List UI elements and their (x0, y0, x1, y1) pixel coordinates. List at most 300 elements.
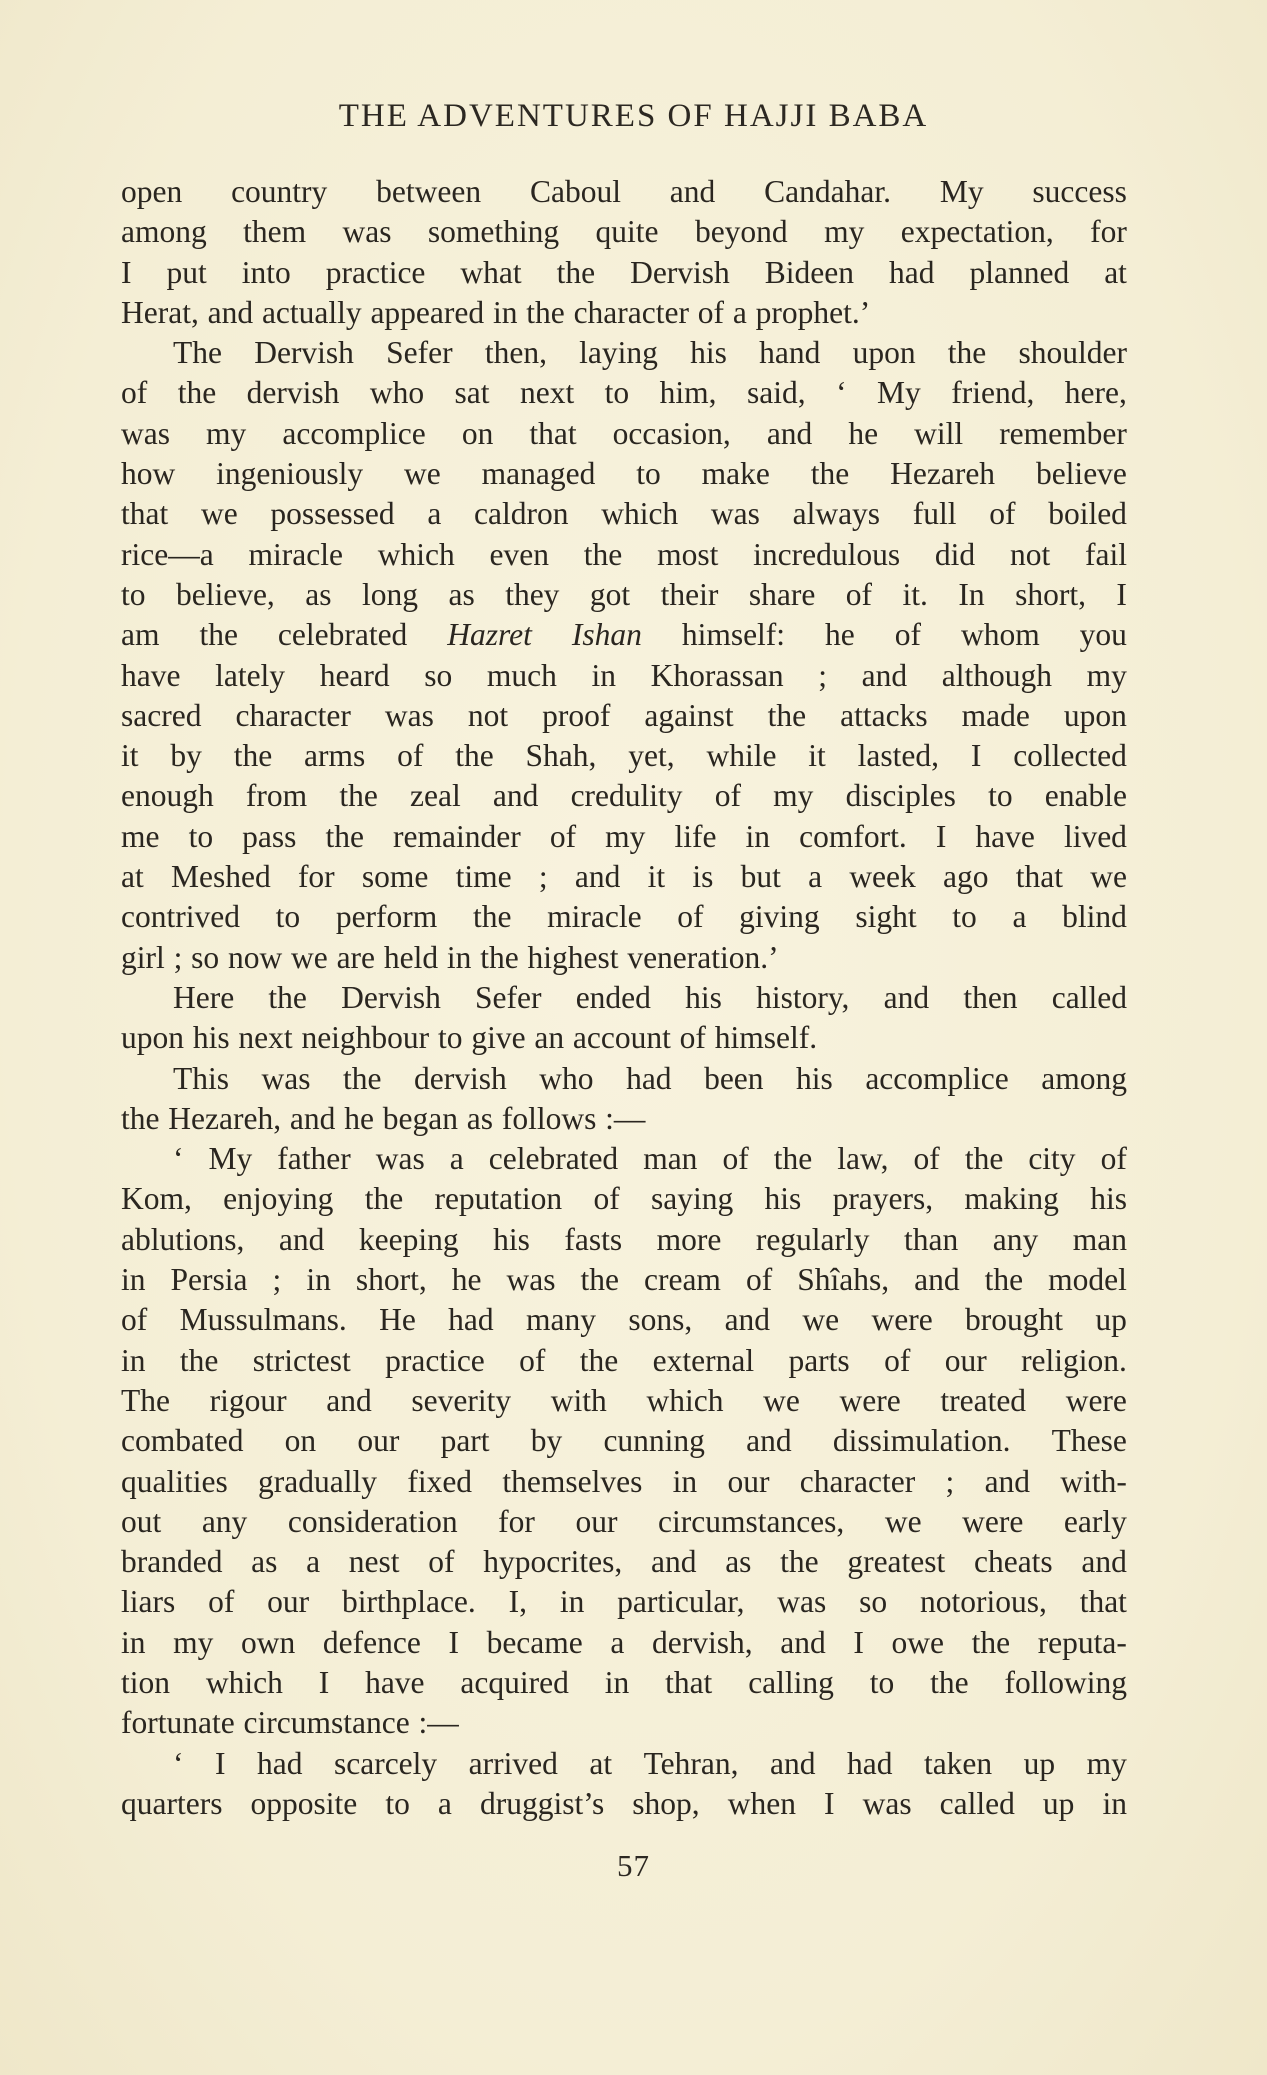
word: that (1015, 859, 1063, 895)
word: the (984, 1262, 1024, 1298)
word: his (796, 1060, 833, 1096)
word: circumstance (243, 1705, 410, 1741)
word: in (306, 1262, 331, 1298)
word: sat (454, 375, 490, 411)
word: I (853, 1624, 864, 1660)
word: remainder (393, 818, 521, 854)
word: his (493, 1221, 530, 1257)
word: which (646, 1382, 724, 1418)
word: that (1079, 1584, 1127, 1620)
word: in (672, 1463, 698, 1499)
word: by (170, 738, 202, 774)
word: and (669, 174, 716, 209)
word: cream (644, 1262, 721, 1298)
word: early (1063, 1503, 1127, 1539)
text-line (121, 1341, 1127, 1381)
word: and (984, 1463, 1031, 1499)
word: time (455, 859, 512, 895)
word: to (121, 576, 146, 612)
word: My (939, 174, 984, 209)
word: what (460, 254, 522, 290)
word: between (376, 174, 482, 209)
word: in (745, 818, 771, 854)
word: lived (1063, 818, 1127, 854)
word: my (1086, 1745, 1127, 1781)
word: fail (1085, 536, 1127, 572)
word: dissimulation. (832, 1423, 1011, 1459)
word: Hezareh (890, 456, 996, 492)
word: have (975, 818, 1035, 854)
word: celebrated (488, 1141, 619, 1177)
word: the (947, 335, 987, 371)
word: whom (960, 617, 1040, 653)
word: of (722, 1141, 749, 1177)
text-line (121, 1381, 1127, 1421)
word: actually (261, 294, 362, 330)
word: on (461, 415, 494, 451)
word: The (173, 335, 222, 371)
word: in (446, 939, 472, 975)
word: perform (335, 899, 438, 935)
word: Bideen (764, 254, 855, 290)
word: had (257, 1745, 303, 1781)
word: he (848, 415, 879, 451)
word: got (589, 576, 631, 612)
text-line (121, 1260, 1127, 1300)
word: sight (855, 899, 917, 935)
word: my (773, 778, 814, 814)
word: the (177, 375, 217, 411)
word: nest (348, 1544, 400, 1580)
word: was (384, 697, 434, 733)
word: ago (943, 859, 989, 895)
word: friend, (951, 375, 1035, 411)
word: my (1086, 657, 1127, 693)
word: expectation, (900, 214, 1054, 250)
word: said, (746, 375, 806, 411)
word: next (238, 1020, 293, 1056)
word: rice—a (121, 536, 214, 572)
text-line (121, 1623, 1127, 1663)
word: was (506, 1262, 556, 1298)
word: among (1041, 1060, 1127, 1096)
word: something (427, 214, 560, 250)
word: Caboul (529, 174, 621, 209)
word: his (1090, 1181, 1127, 1217)
word: of (208, 1584, 235, 1620)
word: himself. (714, 1020, 818, 1056)
word: it (647, 859, 666, 895)
word: of (697, 294, 725, 330)
word: and (780, 1624, 826, 1660)
word: had (889, 254, 935, 290)
word: we (291, 939, 328, 975)
word: Dervish (254, 335, 354, 371)
word: in (492, 294, 518, 330)
word: have (365, 1664, 425, 1700)
word: and (278, 1221, 325, 1257)
text-line (121, 615, 1127, 655)
word: it (808, 738, 826, 774)
word: laying (579, 335, 658, 371)
word: reputation (434, 1181, 563, 1217)
italic-word: Hazret (447, 617, 532, 653)
word: called (939, 1785, 1015, 1821)
word: they (505, 576, 560, 612)
word: the (179, 1342, 219, 1378)
word: practice (325, 254, 426, 290)
word: prayers, (832, 1181, 934, 1217)
word: the (767, 697, 807, 733)
word: to (952, 899, 977, 935)
word: was (261, 1060, 311, 1096)
word: city (1028, 1141, 1076, 1177)
word: I, (508, 1584, 527, 1620)
word: to (385, 1785, 410, 1821)
word: liars (121, 1584, 176, 1620)
word: proof (542, 697, 611, 733)
word: and (914, 1262, 960, 1298)
text-line (121, 1582, 1127, 1622)
italic-word: Ishan (571, 617, 642, 653)
word: his (690, 335, 727, 371)
word: Here (173, 979, 235, 1015)
text-line (121, 1300, 1127, 1340)
word: were (871, 1302, 933, 1338)
word: long (362, 576, 419, 612)
word: for (297, 859, 335, 895)
word: their (660, 576, 719, 612)
word: of (894, 617, 921, 653)
word: even (489, 536, 549, 572)
word: ‘ (173, 1745, 184, 1781)
word: our (944, 1342, 987, 1378)
word: we (404, 456, 441, 492)
word: the (121, 1100, 160, 1136)
word: ingeniously (216, 456, 364, 492)
word: enjoying (223, 1181, 334, 1217)
word: a (1012, 899, 1027, 935)
word: the (364, 1181, 404, 1217)
word: made (961, 697, 1030, 733)
word: been (704, 1060, 764, 1096)
word: brought (965, 1302, 1064, 1338)
word: my (173, 1624, 214, 1660)
word: and (326, 1382, 372, 1418)
word: who (369, 375, 425, 411)
text-line (121, 938, 1127, 978)
word: his (685, 979, 722, 1015)
word: zeal (410, 778, 461, 814)
word: cheats (973, 1544, 1053, 1580)
word: following (1004, 1664, 1127, 1700)
word: in (121, 1262, 146, 1298)
word: notorious, (919, 1584, 1047, 1620)
word: so (424, 657, 453, 693)
word: he (344, 1100, 374, 1136)
word: which (205, 1664, 283, 1700)
word: his (192, 1020, 230, 1056)
text-line (121, 575, 1127, 615)
word: lately (215, 657, 286, 693)
word: character (235, 697, 351, 733)
word: was (121, 415, 170, 451)
word: pass (242, 818, 297, 854)
word: it (121, 738, 139, 774)
text-line (121, 253, 1127, 293)
word: I (121, 254, 132, 290)
word: Shîahs, (797, 1262, 890, 1298)
body-text (121, 172, 1127, 1824)
word: believe, (175, 576, 275, 612)
word: The (121, 1382, 170, 1418)
word: :— (418, 1705, 459, 1741)
word: accomplice (282, 415, 426, 451)
word: upon (852, 335, 916, 371)
word: have (121, 657, 181, 693)
text-line (121, 293, 1127, 333)
word: man (1072, 1221, 1127, 1257)
word: reputa- (1037, 1624, 1127, 1660)
word: planned (969, 254, 1070, 290)
word: Dervish (341, 979, 441, 1015)
word: against (644, 697, 734, 733)
word: when (727, 1785, 796, 1821)
word: our (267, 1584, 310, 1620)
word: highest (527, 939, 619, 975)
text-line (121, 172, 1127, 212)
word: in (559, 1584, 585, 1620)
running-head: THE ADVENTURES OF HAJJI BABA (338, 98, 929, 134)
word: scarcely (333, 1745, 438, 1781)
word: and (651, 1544, 697, 1580)
word: ; (272, 1262, 282, 1298)
word: Mussulmans. (179, 1302, 347, 1338)
word: occasion, (612, 415, 731, 451)
word: appeared (370, 294, 485, 330)
word: a (449, 1141, 464, 1177)
word: rigour (209, 1382, 287, 1418)
word: as (466, 1100, 494, 1136)
word: fasts (564, 1221, 623, 1257)
word: of (913, 1141, 940, 1177)
word: did (934, 536, 976, 572)
word: and (207, 294, 254, 330)
word: history, (756, 979, 850, 1015)
word: in (121, 1624, 146, 1660)
word: to (869, 1664, 895, 1700)
word: managed (481, 456, 596, 492)
word: girl (121, 939, 165, 975)
word: sons, (628, 1302, 693, 1338)
word: of (519, 1342, 546, 1378)
word: My (877, 375, 921, 411)
word: strictest (252, 1342, 351, 1378)
word: the (556, 254, 596, 290)
text-line (121, 817, 1127, 857)
word: blind (1062, 899, 1127, 935)
word: share (748, 576, 816, 612)
word: severity (411, 1382, 512, 1418)
text-line (121, 373, 1127, 413)
word: in (604, 1664, 630, 1700)
page-number: 57 (617, 1848, 650, 1883)
word: will (914, 415, 964, 451)
word: particular, (617, 1584, 745, 1620)
word: most (657, 536, 719, 572)
word: defence (322, 1624, 421, 1660)
word: Dervish (630, 254, 730, 290)
word: a (610, 1624, 625, 1660)
word: as (251, 1544, 278, 1580)
word: consideration (287, 1503, 458, 1539)
word: and (746, 1423, 792, 1459)
word: These (1051, 1423, 1127, 1459)
word: was (862, 1785, 912, 1821)
word: country (231, 174, 328, 209)
word: of (121, 375, 148, 411)
word: accomplice (865, 1060, 1009, 1096)
word: life (674, 818, 717, 854)
word: arms (304, 738, 366, 774)
word: him, (659, 375, 717, 411)
word: into (241, 254, 291, 290)
word: on (284, 1423, 317, 1459)
word: now (227, 939, 283, 975)
text-line (121, 1179, 1127, 1219)
word: man (643, 1141, 698, 1177)
word: account (572, 1020, 671, 1056)
text-line (121, 535, 1127, 575)
word: themselves (502, 1463, 643, 1499)
word: Shah, (525, 738, 597, 774)
text-line (121, 978, 1127, 1018)
word: short, (1015, 576, 1086, 612)
word: religion. (1021, 1342, 1127, 1378)
word: as (725, 1544, 752, 1580)
word: circumstances, (658, 1503, 845, 1539)
word: a (427, 496, 442, 532)
word: giving (739, 899, 820, 935)
word: of (884, 1342, 911, 1378)
word: the (233, 738, 273, 774)
word: follows (501, 1100, 597, 1136)
word: to (437, 1020, 463, 1056)
text-line (121, 1059, 1127, 1099)
word: is (692, 859, 714, 895)
word: how (121, 456, 176, 492)
word: druggist’s (479, 1785, 605, 1821)
word: a (437, 1785, 452, 1821)
word: I (935, 818, 947, 854)
text-line (121, 897, 1127, 937)
word: himself: (681, 617, 786, 653)
word: we (884, 1503, 922, 1539)
text-line (121, 1099, 1127, 1139)
word: for (1090, 214, 1127, 250)
word: at (1104, 254, 1127, 290)
word: a (732, 294, 747, 330)
word: by (530, 1423, 563, 1459)
text-line (121, 212, 1127, 252)
word: heard (319, 657, 390, 693)
word: and (861, 657, 908, 693)
word: at (121, 859, 144, 895)
word: ended (575, 979, 651, 1015)
word: we (763, 1382, 800, 1418)
word: which (601, 496, 679, 532)
text-line (121, 857, 1127, 897)
word: that (529, 415, 577, 451)
word: and (574, 859, 621, 895)
word: :— (605, 1100, 646, 1136)
word: were (1065, 1382, 1127, 1418)
word: and (883, 979, 930, 1015)
word: any (992, 1221, 1039, 1257)
word: of (677, 899, 704, 935)
word: the (964, 1141, 1004, 1177)
word: treated (940, 1382, 1027, 1418)
word: taken (923, 1745, 993, 1781)
word: up (1042, 1785, 1075, 1821)
word: cunning (603, 1423, 705, 1459)
word: had (846, 1745, 893, 1781)
word: I (970, 738, 982, 774)
word: any (201, 1503, 248, 1539)
word: keeping (358, 1221, 459, 1257)
word: This (173, 1060, 230, 1096)
word: shop, (632, 1785, 700, 1821)
word: although (941, 657, 1052, 693)
word: of (549, 818, 577, 854)
word: In (958, 576, 985, 612)
word: my (206, 415, 247, 451)
word: the (810, 456, 850, 492)
word: the (343, 1060, 382, 1096)
word: than (904, 1221, 959, 1257)
word: miracle (248, 536, 343, 572)
word: of (714, 778, 741, 814)
word: out (121, 1503, 162, 1539)
word: we (802, 1302, 840, 1338)
text-line (121, 736, 1127, 776)
word: I (1116, 576, 1127, 612)
text-line (121, 1784, 1127, 1824)
word: called (1051, 979, 1127, 1015)
word: own (241, 1624, 296, 1660)
word: next (519, 375, 575, 411)
word: an (534, 1020, 565, 1056)
word: his (764, 1181, 802, 1217)
word: more (656, 1221, 722, 1257)
word: up (1095, 1302, 1127, 1338)
word: quite (595, 214, 659, 250)
word: he (825, 617, 855, 653)
word: the (971, 1624, 1011, 1660)
word: collected (1013, 738, 1127, 774)
word: comfort. (799, 818, 907, 854)
word: to (188, 818, 214, 854)
word: the (780, 1544, 819, 1580)
word: the (339, 778, 378, 814)
word: character (573, 294, 689, 330)
word: of (745, 1262, 773, 1298)
word: here, (1064, 375, 1127, 411)
word: He (379, 1302, 416, 1338)
word: upon (1063, 697, 1127, 733)
text-line (121, 1502, 1127, 1542)
word: credulity (570, 778, 683, 814)
